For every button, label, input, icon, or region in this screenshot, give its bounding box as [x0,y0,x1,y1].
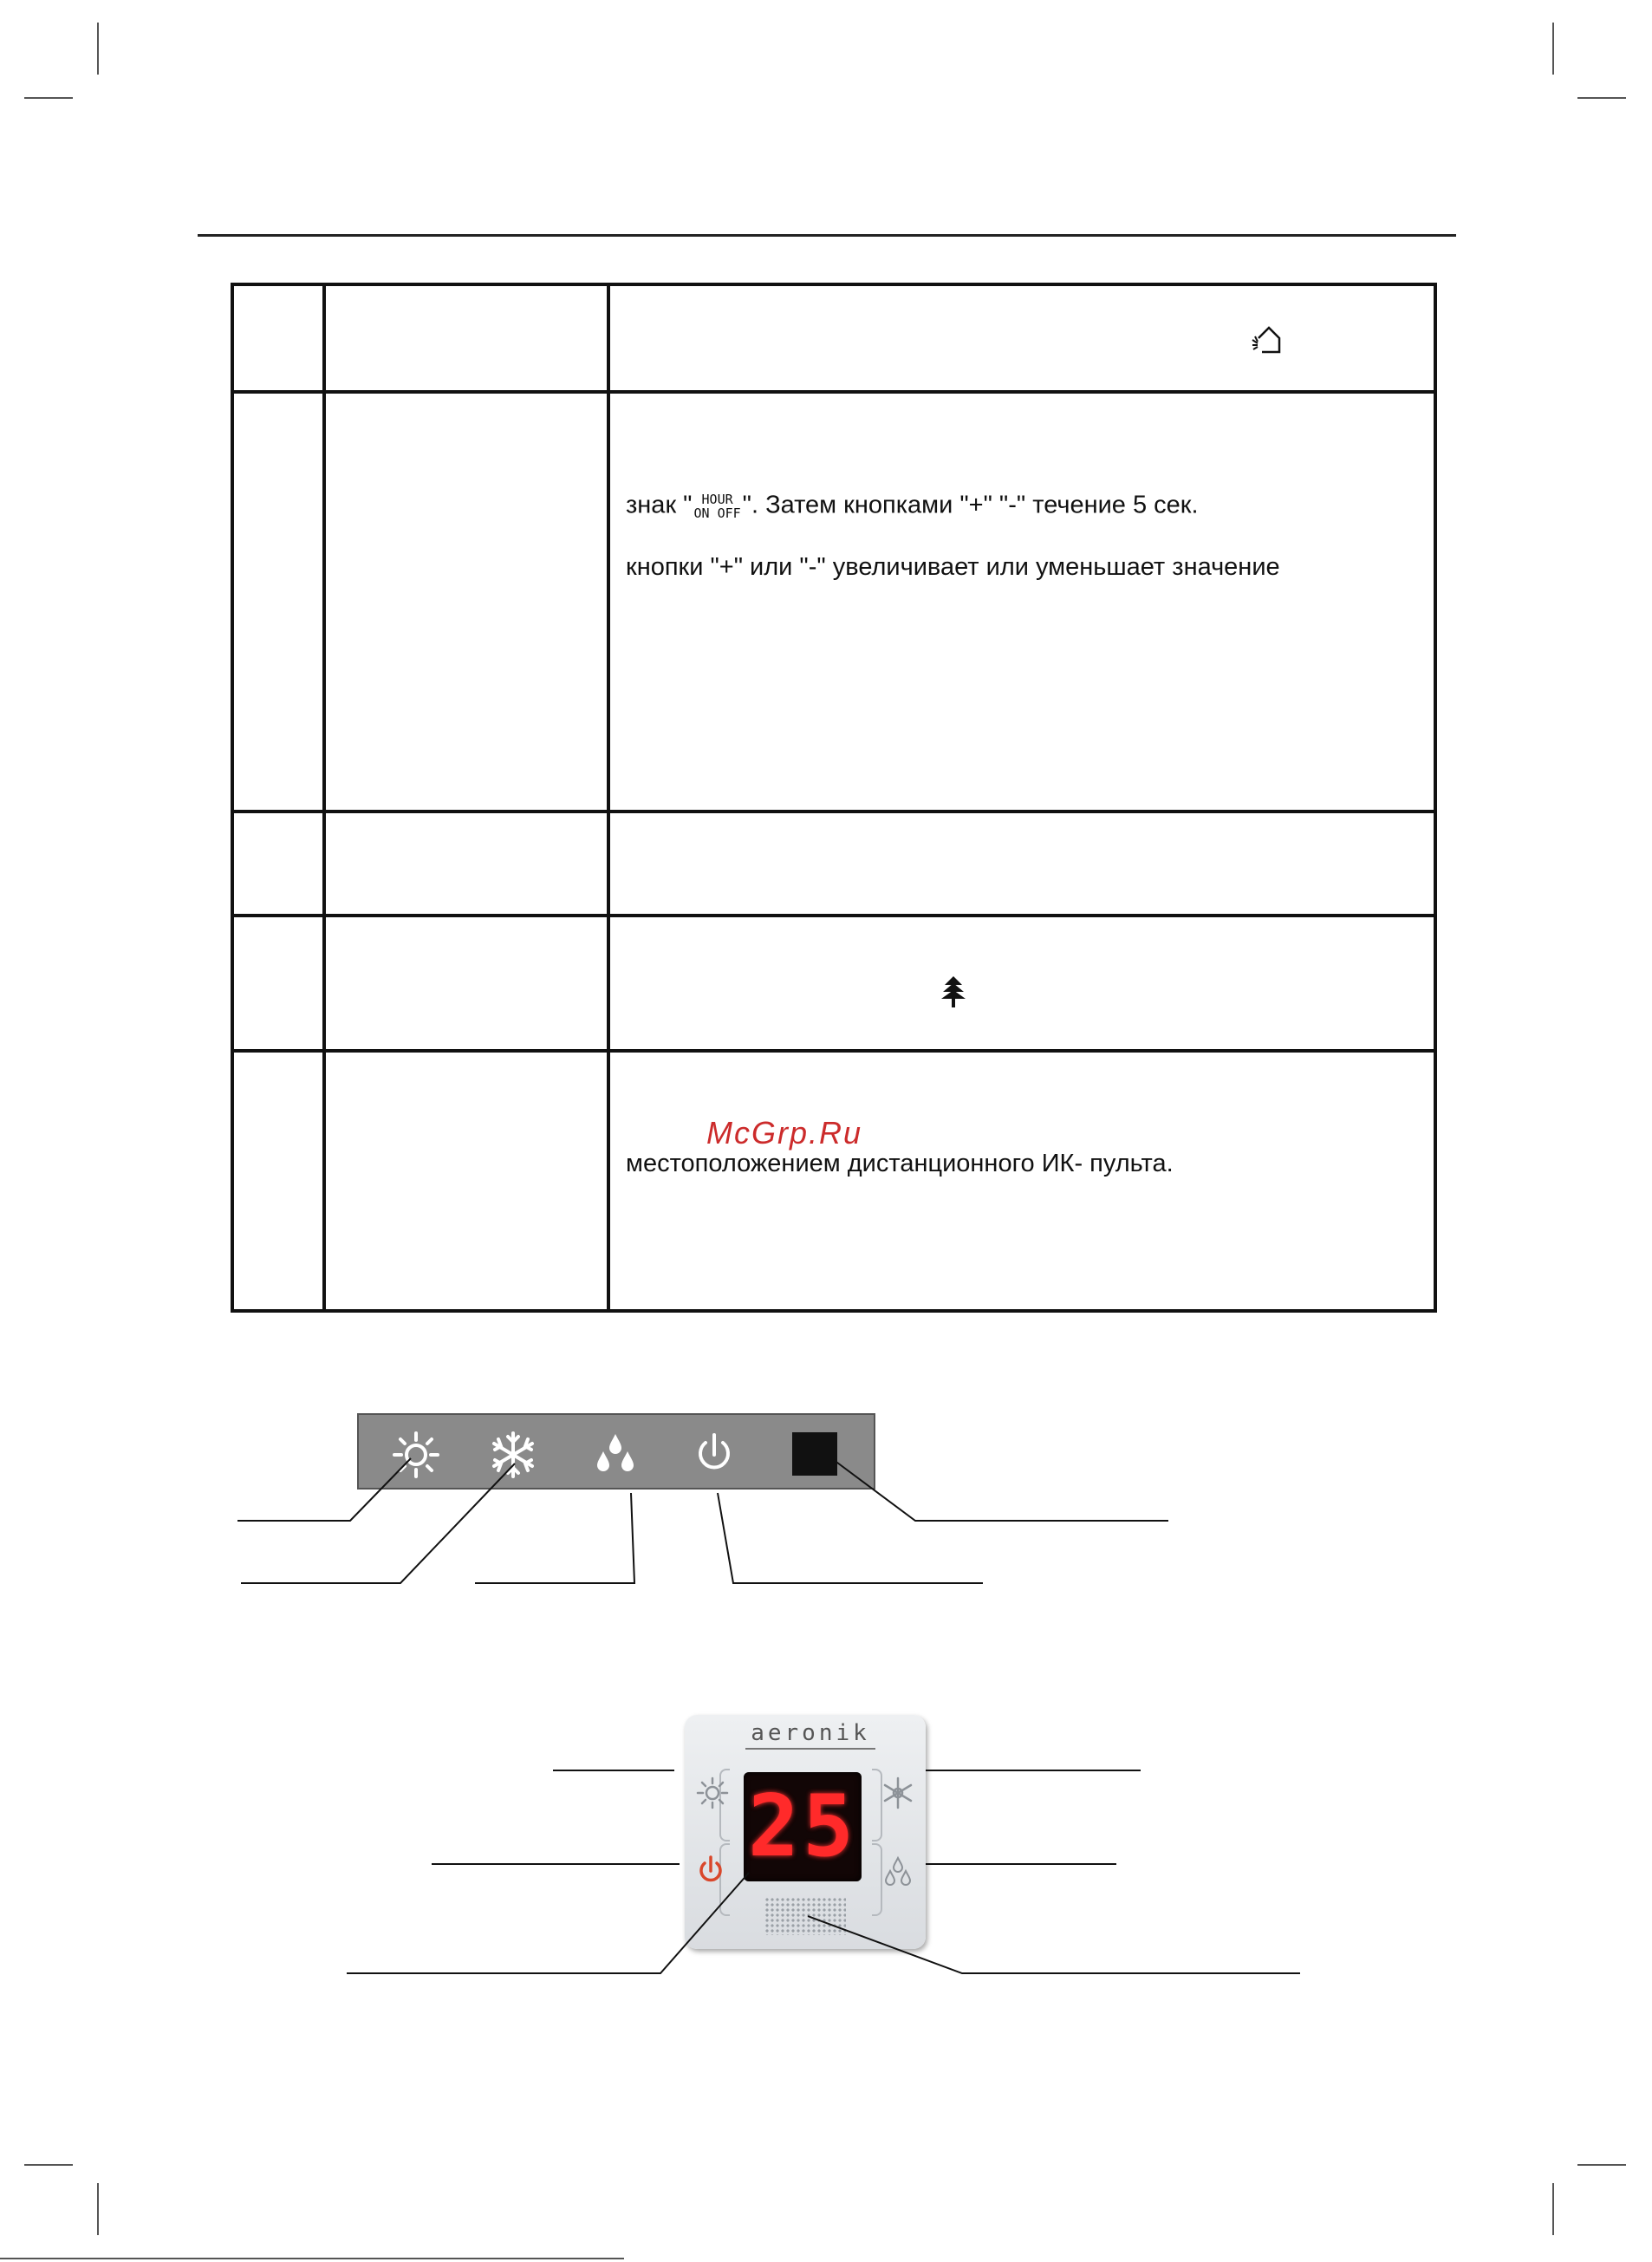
leader-line-ind-display [347,1873,749,1973]
leader-line-sun [237,1458,411,1521]
leader-line-power [718,1493,983,1583]
leader-line-square [834,1460,1168,1521]
leader-line-drops [475,1493,634,1583]
onoff-label: ON OFF [693,505,741,521]
row2-line1-suffix: ". Затем кнопками "+" "-" течение 5 сек. [742,491,1199,519]
row5-text-line1: местоположением дистанционного ИК- пульта. [626,1150,1174,1177]
hour-label: HOUR [701,492,733,507]
watermark: McGrp.Ru [706,1115,863,1151]
temperature-value: 25 [747,1777,857,1876]
leader-line-snowflake [241,1463,515,1583]
leader-line-ind-grille [808,1916,1300,1973]
row2-text-line2: кнопки "+" или "-" увеличивает или уменьшает значение [626,553,1280,581]
brand-logo: aeronik [751,1720,870,1746]
row2-line1-prefix: знак " [626,491,693,519]
